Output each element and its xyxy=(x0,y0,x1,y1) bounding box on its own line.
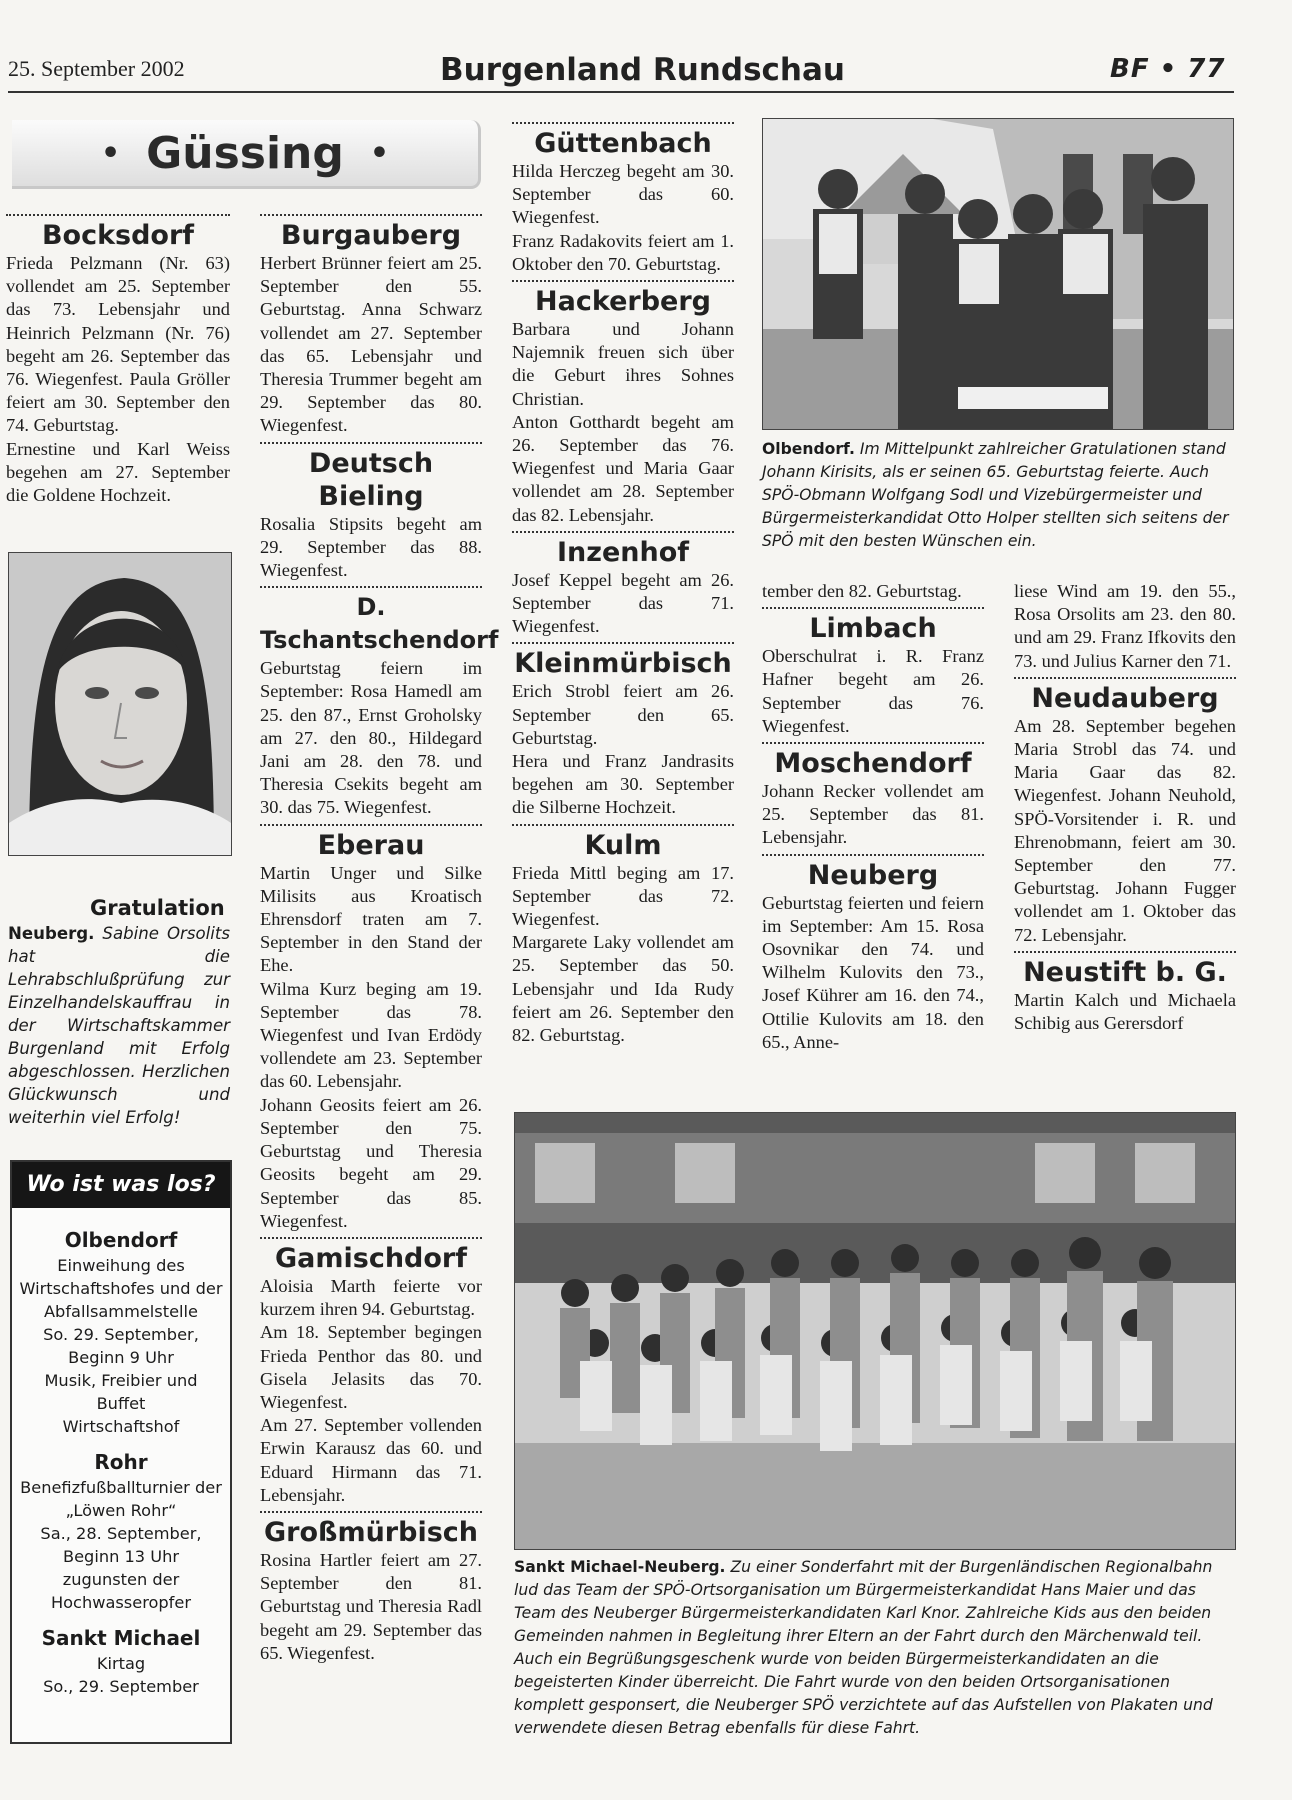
dotted-divider xyxy=(512,122,734,124)
portrait-photo xyxy=(8,552,232,856)
event-place: Sankt Michael xyxy=(41,1626,201,1650)
place-heading: Neudauberg xyxy=(1031,682,1219,714)
place-heading: Neuberg xyxy=(807,859,939,891)
article-text: Frieda Pelzmann (Nr. 63) vollendet am 25. September das 73. Lebensjahr und Heinrich Pelzmann (Nr. 76) begeht am 26. September das 76. Wiegenfest. Paula Gröller feiert am 30. September den 74. Geburtstag. xyxy=(6,253,230,436)
column-4 xyxy=(762,580,984,1054)
article-text: Johann Geosits feiert am 26. September den 75. Geburtstag und Theresia Geosits begeht am 29. September das 85. Wiegenfest. xyxy=(260,1094,482,1231)
article-text: Josef Keppel begeht am 26. September das 71. Wiegenfest. xyxy=(512,569,734,637)
dotted-divider xyxy=(260,824,482,826)
children-photo-caption xyxy=(514,1556,1236,1740)
place-heading: Burgauberg xyxy=(280,220,462,251)
page-number: BF • 77 xyxy=(1110,54,1226,84)
article-text: Aloisia Marth feierte vor kurzem ihren 94. Geburtstag. xyxy=(260,1275,482,1320)
article-text: Hilda Herczeg begeht am 30. September das 60. Wiegenfest. xyxy=(512,161,734,228)
article-text: Herbert Brünner feiert am 25. September den 55. Geburtstag. Anna Schwarz vollendet am 27. September das 65. Lebensjahr und Theresia Trummer begeht am 29. September das 80. Wiegenfest. xyxy=(260,253,482,436)
dotted-divider xyxy=(1014,677,1236,679)
event-line: Beginn 13 Uhr xyxy=(62,1547,179,1566)
column-1 xyxy=(6,210,230,507)
article-text: Frieda Mittl beging am 17. September das 72. Wiegenfest. xyxy=(512,862,734,930)
bullet-right: • xyxy=(369,135,390,171)
dotted-divider xyxy=(6,214,230,216)
children-group-image xyxy=(515,1113,1235,1549)
dotted-divider xyxy=(762,607,984,609)
column-3 xyxy=(512,118,734,1047)
portrait-image xyxy=(9,553,231,855)
place-heading: Neustift b. G. xyxy=(1023,956,1227,988)
article-text: Anton Gotthardt begeht am 26. September das 76. Wiegenfest und Maria Gaar vollendet am 28. September das 82. Lebensjahr. xyxy=(512,411,734,525)
article-text: Wilma Kurz beging am 19. September das 78. Wiegenfest und Ivan Erdödy vollendete am 23. September das 60. Lebensjahr. xyxy=(260,978,482,1092)
dotted-divider xyxy=(1014,951,1236,953)
events-box xyxy=(10,1160,232,1744)
dotted-divider xyxy=(512,531,734,533)
event-line: Einweihung des Wirtschaftshofes und der Abfallsammelstelle xyxy=(19,1256,223,1321)
olbendorf-photo xyxy=(762,118,1234,430)
gratulation-heading: Gratulation xyxy=(90,896,225,920)
gratulation-body: Sabine Orsolits hat die Lehrabschlußprüfung zur Einzelhandelskauffrau in der Wirtschaftskammer Burgenland mit Erfolg abgeschlossen. Herzlichen Glückwunsch und weiterhin viel Erfolg! xyxy=(8,924,231,1127)
article-text: Geburtstag feierten und feiern im September: Am 15. Rosa Osovnikar den 74. und Wilhelm Kulovits den 73., Josef Kührer am 16. den 74., Ottilie Kulovits am 18. den 65., Anne- xyxy=(762,892,984,1052)
column-2 xyxy=(260,210,499,1665)
gratulation-text xyxy=(8,922,230,1129)
dotted-divider xyxy=(260,1237,482,1239)
article-text: Rosina Hartler feiert am 27. September den 81. Geburtstag und Theresia Radl begeht am 29. September das 65. Wiegenfest. xyxy=(260,1549,482,1663)
article-text: Ernestine und Karl Weiss begehen am 27. September die Goldene Hochzeit. xyxy=(6,438,230,506)
place-heading: Kulm xyxy=(584,829,662,861)
place-heading: Kleinmürbisch xyxy=(514,648,732,680)
article-text: Am 27. September vollenden Erwin Karausz das 60. und Eduard Hirmann das 71. Lebensjahr. xyxy=(260,1415,482,1505)
gratulation-place: Neuberg. xyxy=(8,924,95,943)
caption-text: Zu einer Sonderfahrt mit der Burgenländischen Regionalbahn lud das Team der SPÖ-Ortsorganisation um Bürgermeisterkandidat Hans Maier und das Team des Neuberger Bürgermeisterkandidaten Karl Knor. Zahlreiche Kids aus den beiden Gemeinden nahmen in Begleitung ihrer Eltern an der Fahrt durch den Märchenwald teil. Auch ein Begrüßungsgeschenk wurde von beiden Bürgermeisterkandidaten an die begeisterten Kinder überreicht. Die Fahrt wurde von den beiden Ortsorganisationen komplett gesponsert, die Neuberger SPÖ verzichtete auf das Aufstellen von Plakaten und verwendete diesen Betrag ebenfalls für diese Fahrt. xyxy=(514,1558,1213,1737)
place-heading: Moschendorf xyxy=(774,748,972,780)
place-heading: Limbach xyxy=(809,613,937,645)
place-heading: Gamischdorf xyxy=(274,1242,467,1274)
newspaper-title: Burgenland Rundschau xyxy=(440,52,845,88)
place-heading: Hackerberg xyxy=(535,286,711,318)
place-heading: Deutsch Bieling xyxy=(308,447,434,512)
article-text: Franz Radakovits feiert am 1. Oktober den 70. Geburtstag. xyxy=(512,230,734,274)
dotted-divider xyxy=(762,742,984,744)
issue-date: 25. September 2002 xyxy=(8,56,185,81)
event-line: So. 29. September, xyxy=(43,1325,199,1344)
children-group-photo xyxy=(514,1112,1236,1550)
article-text: tember den 82. Geburtstag. xyxy=(762,581,962,601)
event-line: Benefizfußballturnier der „Löwen Rohr“ xyxy=(20,1478,222,1520)
event-line: zugunsten der Hochwasseropfer xyxy=(50,1570,191,1612)
article-text: Martin Unger und Silke Milisits aus Kroatisch Ehrensdorf traten am 7. September in den Stand der Ehe. xyxy=(260,862,482,976)
place-heading: D. Tschantschendorf xyxy=(260,593,499,655)
caption-place: Sankt Michael-Neuberg. xyxy=(514,1558,726,1576)
dotted-divider xyxy=(260,214,482,216)
dotted-divider xyxy=(512,642,734,644)
caption-text: Im Mittelpunkt zahlreicher Gratulationen stand Johann Kirisits, als er seinen 65. Geburtstag feierte. Auch SPÖ-Obmann Wolfgang Sodl und Vizebürgermeister und Bürgermeisterkandidat Otto Holper stellten sich seitens der SPÖ mit den besten Wünschen ein. xyxy=(762,440,1229,550)
article-text: liese Wind am 19. den 55., Rosa Orsolits am 23. den 80. und am 29. Franz Ifkovits den 73. und Julius Karner den 71. xyxy=(1014,581,1236,671)
column-5 xyxy=(1014,580,1236,1035)
article-text: Hera und Franz Jandrasits begehen am 30. September die Silberne Hochzeit. xyxy=(512,751,734,818)
events-list xyxy=(12,1208,230,1698)
place-heading: Güttenbach xyxy=(534,128,712,159)
article-text: Geburtstag feiern im September: Rosa Hamedl am 25. den 87., Ernst Groholsky am 27. den 80., Hildegard Jani am 28. den 78. und Theresia Csekits begeht am 30. das 75. Wiegenfest. xyxy=(260,658,482,818)
place-heading: Inzenhof xyxy=(556,536,690,568)
article-text: Barbara und Johann Najemnik freuen sich über die Geburt ihres Sohnes Christian. xyxy=(512,319,734,409)
article-text: Oberschulrat i. R. Franz Hafner begeht am 26. September das 76. Wiegenfest. xyxy=(762,646,984,736)
caption-place: Olbendorf. xyxy=(762,440,855,458)
event-line: Musik, Freibier und Buffet xyxy=(44,1371,198,1413)
article-text: Erich Strobl feiert am 26. September den 65. Geburtstag. xyxy=(512,681,734,748)
article-text: Rosalia Stipsits begeht am 29. September das 88. Wiegenfest. xyxy=(260,513,482,581)
olbendorf-caption xyxy=(762,438,1234,553)
dotted-divider xyxy=(260,1511,482,1513)
header-rule xyxy=(8,91,1234,93)
article-text: Am 18. September begingen Frieda Penthor das 80. und Gisela Jelasits das 70. Wiegenfest. xyxy=(260,1322,482,1412)
article-text: Am 28. September begehen Maria Strobl das 74. und Maria Gaar das 82. Wiegenfest. Johann Neuhold, SPÖ-Vorsitender i. R. und Ehrenobmann, feiert am 30. September den 77. Geburtstag. Johann Fugger vollendet am 1. Oktober das 72. Lebensjahr. xyxy=(1014,715,1236,945)
events-box-title: Wo ist was los? xyxy=(12,1162,230,1208)
dotted-divider xyxy=(762,854,984,856)
olbendorf-image xyxy=(763,119,1233,429)
dotted-divider xyxy=(512,824,734,826)
event-line: Beginn 9 Uhr xyxy=(68,1348,174,1367)
article-text: Johann Recker vollendet am 25. September das 81. Lebensjahr. xyxy=(762,781,984,848)
place-heading: Eberau xyxy=(317,829,425,861)
event-line: So., 29. September xyxy=(43,1677,199,1696)
event-line: Wirtschaftshof xyxy=(62,1417,180,1436)
section-banner xyxy=(12,120,481,189)
place-heading: Bocksdorf xyxy=(41,220,195,251)
event-place: Rohr xyxy=(94,1450,148,1474)
event-line: Sa., 28. September, xyxy=(40,1524,202,1543)
article-text: Martin Kalch und Michaela Schibig aus Gerersdorf xyxy=(1014,989,1236,1034)
place-heading: Großmürbisch xyxy=(264,1516,478,1548)
section-title: Güssing xyxy=(146,127,344,179)
dotted-divider xyxy=(260,586,482,588)
article-text: Margarete Laky vollendet am 25. September das 50. Lebensjahr und Ida Rudy feiert am 26. September den 82. Geburtstag. xyxy=(512,932,734,1046)
event-place: Olbendorf xyxy=(64,1228,178,1252)
bullet-left: • xyxy=(100,135,121,171)
dotted-divider xyxy=(260,442,482,444)
dotted-divider xyxy=(512,280,734,282)
event-line: Kirtag xyxy=(96,1654,146,1673)
